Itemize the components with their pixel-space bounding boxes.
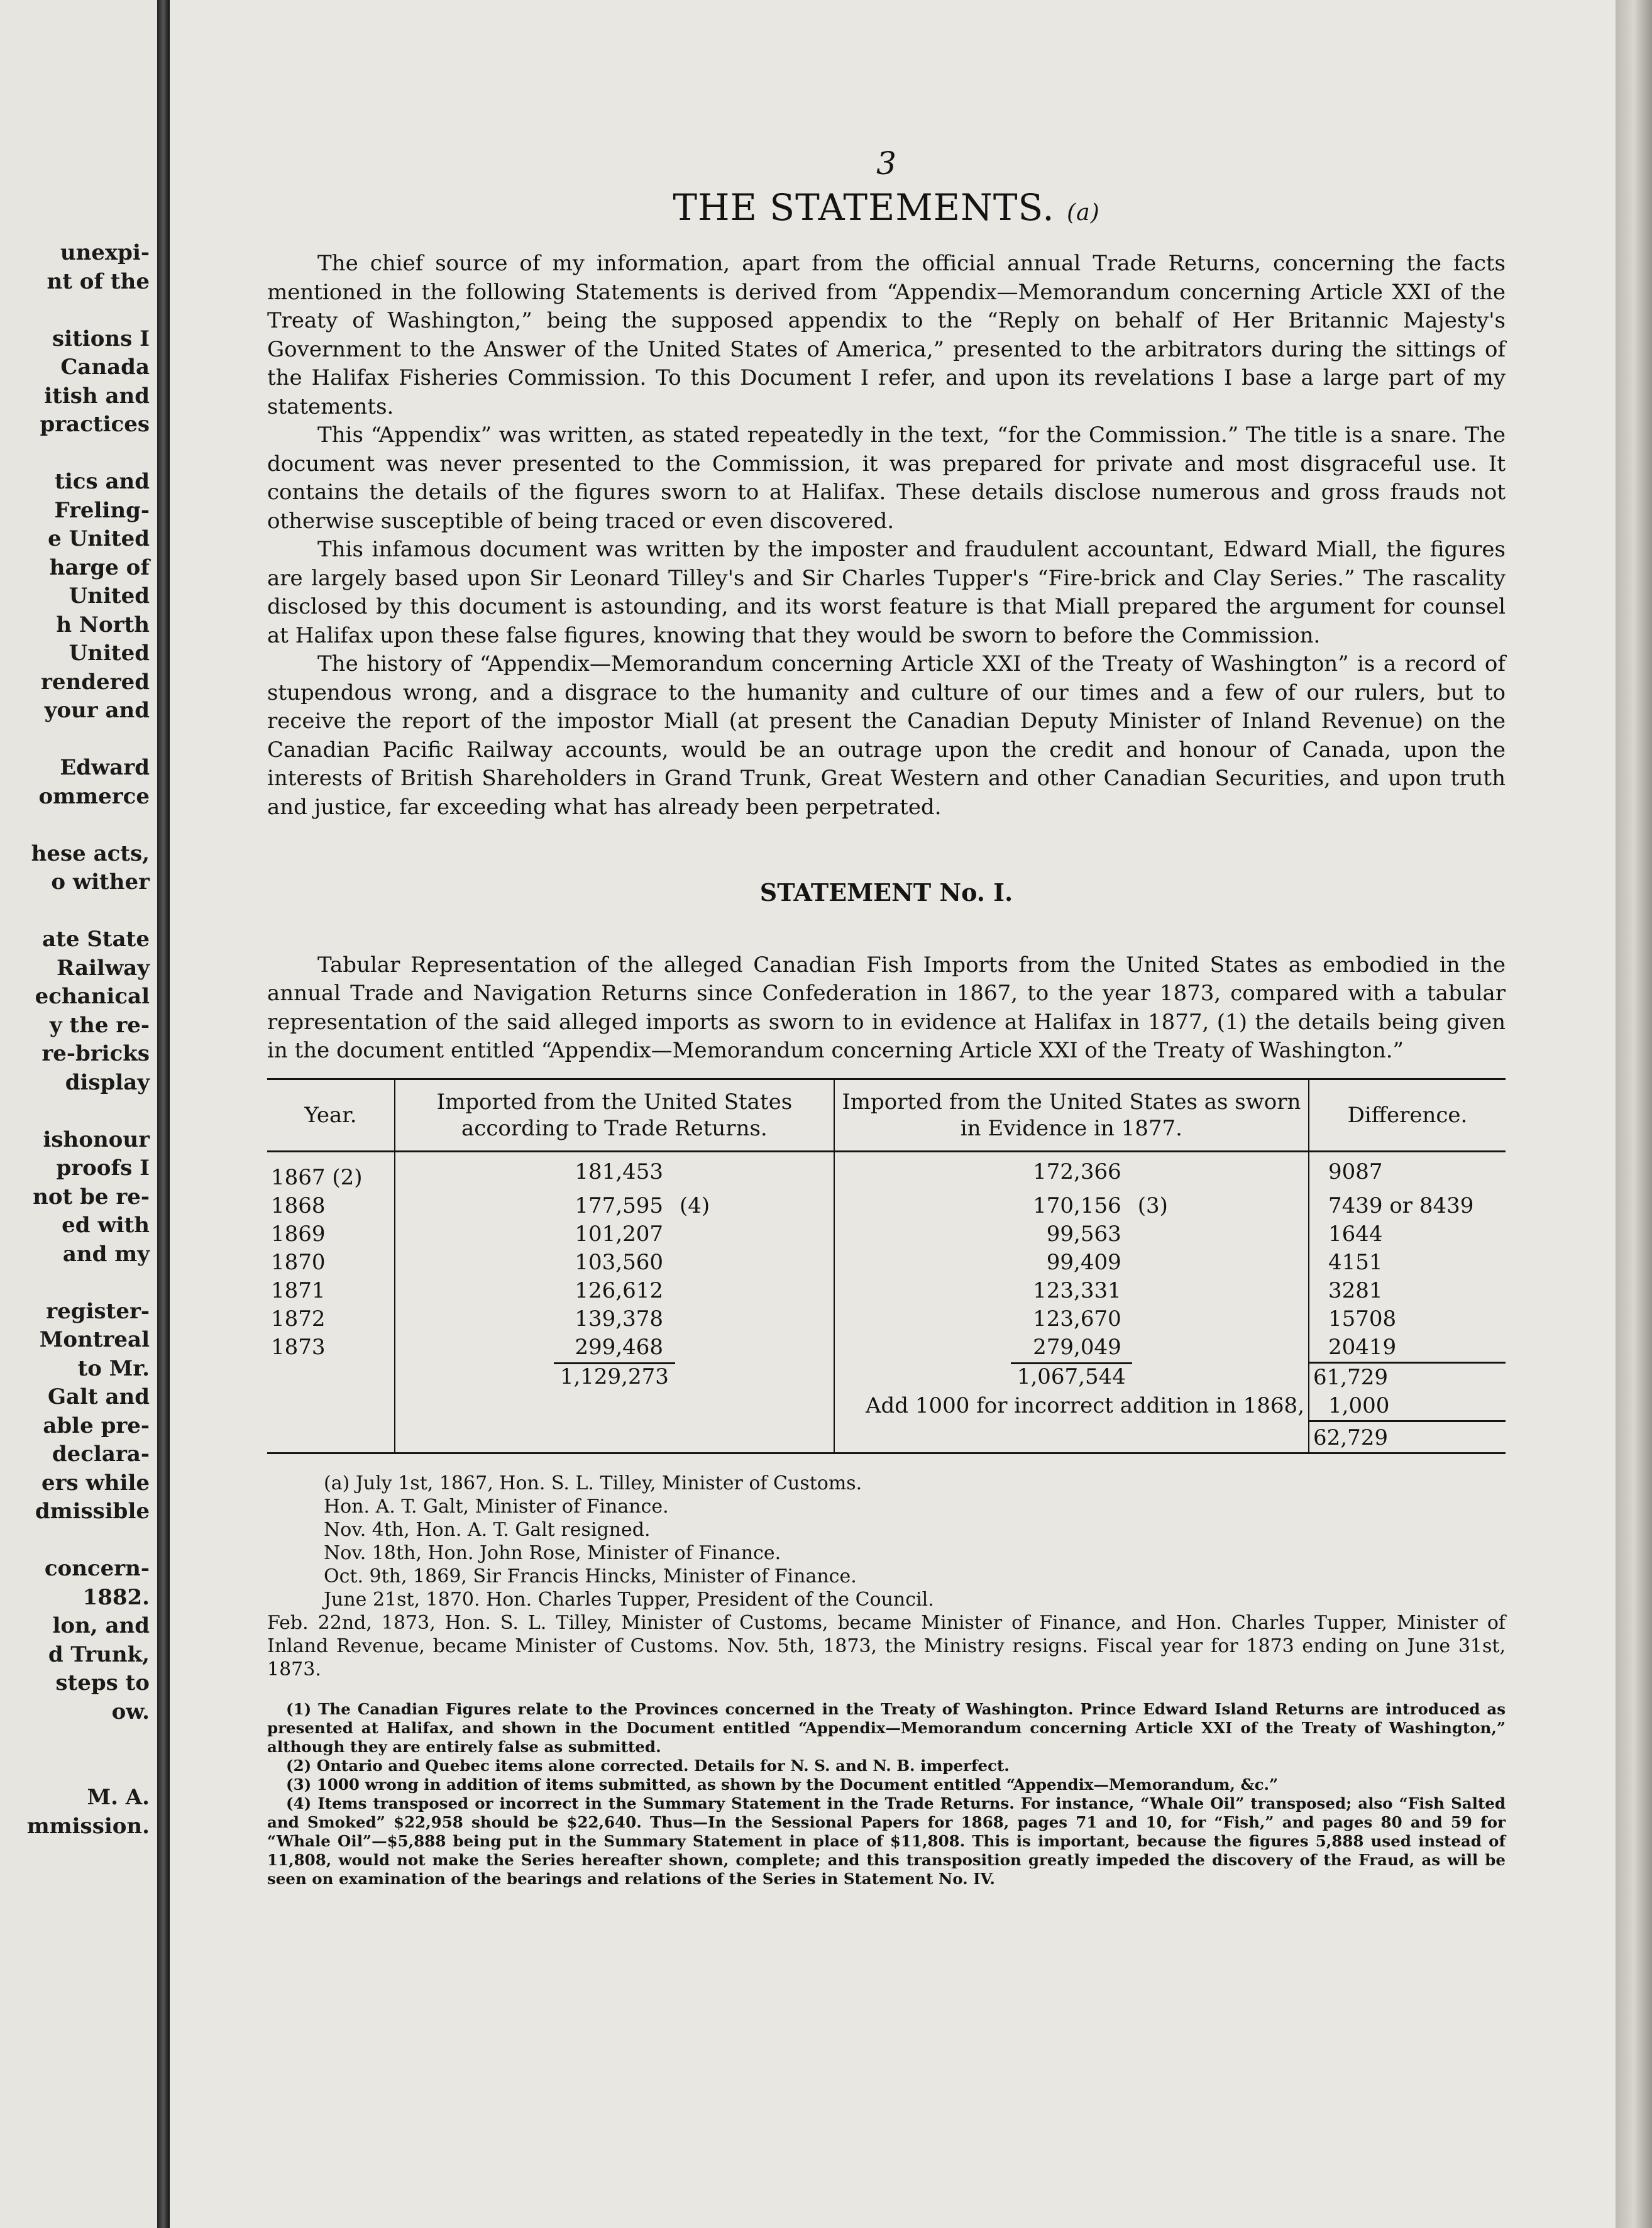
left-fragment: Railway	[57, 955, 150, 981]
footnote: (2) Ontario and Quebec items alone corrected. Details for N. S. and N. B. imperfect.	[286, 1756, 1010, 1775]
left-fragment: M. A.	[87, 1785, 150, 1810]
left-fragment	[0, 439, 150, 468]
footnotes	[267, 1700, 1506, 1889]
adjustment-row	[267, 1392, 1506, 1421]
body-paragraph: This infamous document was written by the imposter and fraudulent accountant, Edward Miall, the figures are largely based upon Sir Leonard Tilley's and Sir Charles Tupper's “Fire-brick and Clay Series.” The rascality disclosed by this document is astounding, and its worst feature is that Miall prepared the argument for counsel at Halifax upon these false figures, knowing that they would be sworn to before the Commission.	[267, 537, 1506, 648]
table-row	[267, 1220, 1506, 1249]
left-fragment: y the re-	[49, 1012, 150, 1038]
left-fragment: e United	[48, 526, 150, 551]
left-fragment: harge of	[49, 554, 150, 580]
grand-total-row	[267, 1421, 1506, 1453]
row-year: 1869	[271, 1221, 326, 1247]
row-difference: 9087	[1328, 1159, 1383, 1184]
total-trade: 1,129,273	[395, 1362, 834, 1392]
left-fragment: practices	[40, 412, 150, 437]
row-difference: 15708	[1328, 1306, 1397, 1332]
footnote: (3) 1000 wrong in addition of items submitted, as shown by the Document entitled “Appendix—Memorandum, &c.”	[286, 1775, 1279, 1794]
statement-intro: Tabular Representation of the alleged Canadian Fish Imports from the United States as embodied in the annual Trade and Navigation Returns since Confederation in 1867, to the year 1873, compared with a tabular representation of the said alleged imports as sworn to in evidence at Halifax in 1877, (1) the details being given in the document entitled “Appendix—Memorandum concerning Article XXI of the Treaty of Washington.”	[267, 952, 1506, 1063]
row-year: 1872	[271, 1306, 326, 1332]
row-difference: 3281	[1328, 1277, 1383, 1303]
left-fragment: rendered	[41, 669, 150, 695]
row-sworn: 99,563	[1046, 1221, 1121, 1247]
statement-heading: STATEMENT No. I.	[759, 878, 1013, 907]
left-fragment: re-bricks	[41, 1041, 150, 1066]
row-sworn: 170,156	[1033, 1193, 1121, 1218]
row-year: 1867	[271, 1164, 326, 1190]
left-fragment: United	[69, 641, 150, 666]
table-row	[267, 1277, 1506, 1305]
left-fragment	[0, 1726, 150, 1755]
body-paragraph: This “Appendix” was written, as stated repeatedly in the text, “for the Commission.” The title is a snare. The document was never presented to the Commission, it was prepared for private and most disgraceful use. It contains the details of the figures sworn to at Halifax. These details disclose numerous and gross frauds not otherwise susceptible of being traced or even discovered.	[267, 422, 1506, 534]
header-difference: Difference.	[1309, 1079, 1506, 1151]
minister-entry: (a) July 1st, 1867, Hon. S. L. Tilley, Minister of Customs.	[324, 1472, 862, 1494]
left-fragment	[0, 811, 150, 840]
adjustment-value: 1,000	[1309, 1392, 1506, 1421]
row-difference: 1644	[1328, 1221, 1383, 1247]
row-trade: 103,560	[575, 1249, 663, 1275]
table-row	[267, 1151, 1506, 1192]
left-fragment: itish and	[44, 383, 150, 409]
grand-total: 62,729	[1309, 1421, 1506, 1453]
left-fragment: not be re-	[33, 1184, 150, 1210]
row-sworn: 172,366	[1033, 1159, 1121, 1184]
left-fragment: ed with	[62, 1213, 150, 1238]
header-year: Year.	[267, 1079, 395, 1151]
left-fragment: mmission.	[26, 1813, 150, 1839]
left-fragment	[0, 725, 150, 754]
left-fragment: Freling-	[54, 497, 150, 523]
left-fragment: able pre-	[43, 1413, 150, 1438]
table-row	[267, 1249, 1506, 1277]
left-fragment: echanical	[35, 984, 150, 1009]
header-sworn-evidence: Imported from the United States as sworn in Evidence in 1877.	[834, 1079, 1309, 1151]
left-fragment	[0, 1526, 150, 1555]
row-trade: 181,453	[575, 1159, 663, 1184]
row-trade: 139,378	[575, 1306, 663, 1332]
row-trade-note: (4)	[680, 1193, 710, 1218]
row-sworn: 123,331	[1033, 1277, 1121, 1303]
table-row	[267, 1305, 1506, 1333]
page-edge	[1616, 0, 1652, 2228]
left-fragment: tics and	[55, 469, 150, 494]
row-sworn-note: (3)	[1137, 1193, 1168, 1218]
left-fragment: concern-	[44, 1556, 150, 1581]
minister-entry: Nov. 18th, Hon. John Rose, Minister of Finance.	[324, 1542, 781, 1564]
left-fragment: unexpi-	[60, 240, 150, 265]
row-year: 1868	[271, 1193, 326, 1218]
fish-imports-table	[267, 1078, 1506, 1455]
left-fragment: ate State	[42, 927, 150, 952]
left-fragment	[0, 1755, 150, 1784]
left-fragment: hese acts,	[31, 841, 150, 866]
left-fragment: dmissible	[35, 1499, 150, 1524]
row-difference: 7439 or 8439	[1328, 1193, 1474, 1218]
left-fragment: proofs I	[56, 1155, 150, 1181]
left-fragment	[0, 296, 150, 325]
left-fragment: register-	[46, 1298, 150, 1324]
intro-paragraphs	[267, 250, 1506, 822]
left-facing-page	[0, 0, 157, 2228]
row-year: 1871	[271, 1277, 326, 1303]
left-fragment: and my	[62, 1241, 150, 1267]
row-trade: 126,612	[575, 1277, 663, 1303]
title-footnote-mark: (a)	[1067, 200, 1100, 226]
left-fragment: your and	[44, 698, 150, 723]
left-fragment: lon, and	[52, 1613, 150, 1638]
left-fragment: sitions I	[52, 326, 150, 351]
document-page	[170, 0, 1616, 2228]
row-trade: 299,468	[575, 1335, 663, 1360]
left-fragment: Canada	[60, 355, 150, 380]
minister-entry: Hon. A. T. Galt, Minister of Finance.	[324, 1496, 669, 1518]
row-year: 1873	[271, 1335, 326, 1360]
footnote: (1) The Canadian Figures relate to the Provinces concerned in the Treaty of Washington. Prince Edward Island Returns are introduced as presented at Halifax, and shown in the Document entitled “Appendix—Memorandum concerning Article XXI of the Treaty of Washington,” although they are entirely false as submitted.	[267, 1700, 1506, 1756]
left-fragment: d Trunk,	[48, 1641, 150, 1667]
left-fragment	[0, 1269, 150, 1298]
left-fragment: to Mr.	[77, 1355, 150, 1381]
ministers-last-entry: Feb. 22nd, 1873, Hon. S. L. Tilley, Minister of Customs, became Minister of Finance, and Hon. Charles Tupper, Minister of Inland Revenue, became Minister of Customs. Nov. 5th, 1873, the Ministry resigns. Fiscal year for 1873 ending on June 31st, 1873.	[267, 1612, 1506, 1680]
row-trade: 101,207	[575, 1221, 663, 1247]
left-fragment: o wither	[51, 869, 150, 895]
body-paragraph: The chief source of my information, apart from the official annual Trade Returns, concerning the facts mentioned in the following Statements is derived from “Appendix—Memorandum concerning Article XXI of the Treaty of Washington,” being the supposed appendix to the “Reply on behalf of Her Britannic Majesty's Government to the Answer of the United States of America,” presented to the arbitrators during the sittings of the Halifax Fisheries Commission. To this Document I refer, and upon its revelations I base a large part of my statements.	[267, 251, 1506, 419]
left-fragment	[0, 897, 150, 926]
table-body	[267, 1151, 1506, 1362]
left-fragment: ers while	[41, 1470, 150, 1496]
row-difference: 4151	[1328, 1249, 1383, 1275]
page-title	[267, 182, 1506, 238]
left-fragment: nt of the	[47, 268, 150, 294]
totals-row	[267, 1362, 1506, 1392]
left-fragment: 1882.	[82, 1584, 150, 1610]
row-sworn: 123,670	[1033, 1306, 1121, 1332]
ministers-list	[267, 1472, 1506, 1681]
left-fragment: ow.	[111, 1699, 150, 1724]
left-fragment: Edward	[60, 755, 150, 780]
row-sworn: 99,409	[1046, 1249, 1121, 1275]
table-row	[267, 1192, 1506, 1220]
minister-entry: Oct. 9th, 1869, Sir Francis Hincks, Minister of Finance.	[324, 1565, 857, 1587]
minister-entry: June 21st, 1870. Hon. Charles Tupper, President of the Council.	[324, 1589, 934, 1611]
title-text: THE STATEMENTS.	[673, 186, 1055, 229]
left-fragment: steps to	[55, 1670, 150, 1696]
page-number: 3	[876, 145, 896, 182]
left-fragment: ishonour	[43, 1127, 150, 1152]
adjustment-label: Add 1000 for incorrect addition in 1868,	[834, 1392, 1309, 1421]
left-fragment: ommerce	[38, 783, 150, 809]
table-row	[267, 1333, 1506, 1363]
left-fragment: United	[69, 583, 150, 609]
row-year-note: (2)	[332, 1164, 363, 1190]
minister-entry: Nov. 4th, Hon. A. T. Galt resigned.	[324, 1519, 651, 1541]
left-fragment: Galt and	[47, 1384, 150, 1409]
left-page-text-fragments	[0, 239, 150, 1841]
row-sworn: 279,049	[1033, 1335, 1121, 1360]
row-trade: 177,595	[575, 1193, 663, 1218]
left-fragment: Montreal	[39, 1327, 150, 1352]
row-difference: 20419	[1328, 1334, 1397, 1360]
body-paragraph: The history of “Appendix—Memorandum concerning Article XXI of the Treaty of Washington” is a record of stupendous wrong, and a disgrace to the humanity and culture of our times and a few of our rulers, but to receive the report of the impostor Miall (at present the Canadian Deputy Minister of Inland Revenue) on the Canadian Pacific Railway accounts, would be an outrage upon the credit and honour of Canada, upon the interests of British Shareholders in Grand Trunk, Great Western and other Canadian Securities, and upon truth and justice, far exceeding what has already been perpetrated.	[267, 651, 1506, 820]
footnote: (4) Items transposed or incorrect in the Summary Statement in the Trade Returns. For instance, “Whale Oil” transposed; also “Fish Salted and Smoked” $22,958 should be $22,640. Thus—In the Sessional Papers for 1868, pages 71 and 10, for “Fish,” and pages 80 and 59 for “Whale Oil”—$5,888 being put in the Summary Statement in place of $11,808. This is important, because the figures 5,888 used instead of 11,808, would not make the Series hereafter shown, complete; and this transposition greatly impeded the discovery of the Fraud, as will be seen on examination of the bearings and relations of the Series in Statement No. IV.	[267, 1794, 1506, 1888]
total-sworn: 1,067,544	[834, 1362, 1309, 1392]
left-fragment	[0, 1097, 150, 1126]
table-totals	[267, 1362, 1506, 1453]
book-gutter	[157, 0, 170, 2228]
row-year: 1870	[271, 1249, 326, 1275]
left-fragment: display	[65, 1069, 150, 1095]
left-fragment: h North	[56, 612, 150, 637]
total-difference: 61,729	[1309, 1362, 1506, 1392]
page-content	[267, 145, 1506, 1889]
header-trade-returns: Imported from the United States according to Trade Returns.	[395, 1079, 834, 1151]
left-fragment: declara-	[52, 1442, 150, 1467]
